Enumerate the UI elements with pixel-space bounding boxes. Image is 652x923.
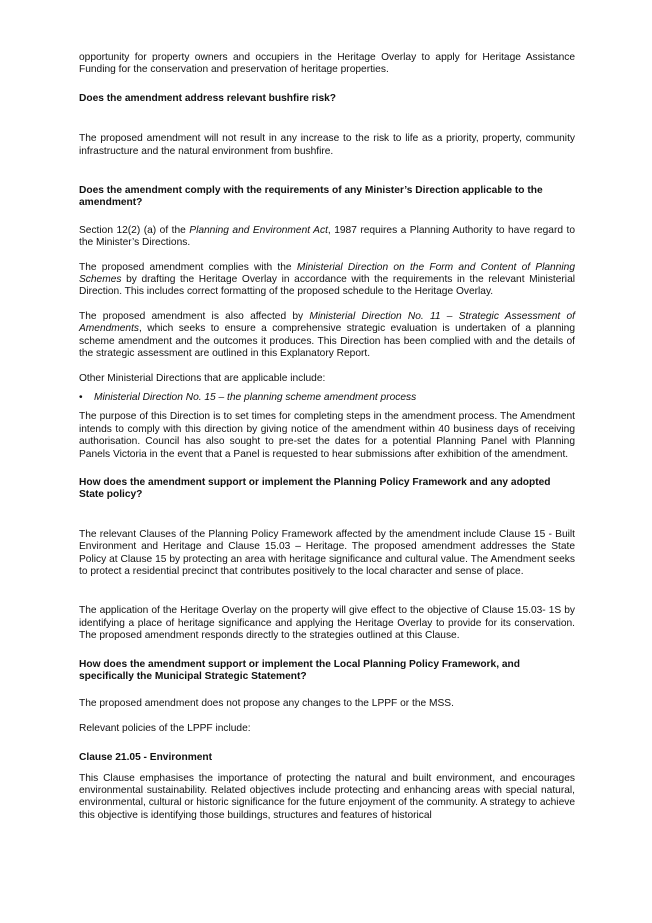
ministers-paragraph-1: Section 12(2) (a) of the Planning and Environment Act, 1987 requires a Planning Authority to have regard to the Minister’s Directions. xyxy=(79,224,576,249)
bushfire-paragraph: The proposed amendment will not result in any increase to the risk to life as a priority, property, community infrastructure and the natural environment from bushfire. xyxy=(79,133,575,157)
ppf-paragraph-2: The application of the Heritage Overlay on the property will give effect to the objective of Clause 15.03- 1S by identifying a place of heritage significance and applying the Heritage Overlay to provide for its conservation. The proposed amendment responds directly to the strategies outlined at this Clause. xyxy=(79,605,575,642)
ministers-direction-heading: Does the amendment comply with the requirements of any Minister’s Direction applicable to the amendment? xyxy=(79,185,543,209)
bushfire-heading: Does the amendment address relevant bushfire risk? xyxy=(79,92,337,104)
clause-21-05-paragraph: This Clause emphasises the importance of protecting the natural and built environment, and encourages environmental sustainability. Related objectives include protecting and enhancing areas with special natural, environmental, cultural or historic significance for the future enjoyment of the community. A strategy to achieve this objective is identifying those buildings, structures and features of historical xyxy=(79,772,575,821)
direction-15-title: Ministerial Direction No. 15 – the planning scheme amendment process xyxy=(94,391,417,403)
direction-11-title: Ministerial Direction No. 11 – Strategic Assessment of Amendments xyxy=(79,310,575,335)
ministers-paragraph-4: Other Ministerial Directions that are applicable include: xyxy=(79,372,326,384)
document-page xyxy=(79,52,575,822)
lppf-paragraph-1: The proposed amendment does not propose any changes to the LPPF or the MSS. xyxy=(79,698,454,710)
ppf-paragraph-1: The relevant Clauses of the Planning Policy Framework affected by the amendment include Clause 15 - Built Environment and Heritage and Clause 15.03 – Heritage. The proposed amendment addresses the State Policy at Clause 15 by protecting an area with heritage significance and cultural value. The Amendment seeks to protect a residential precinct that contributes positively to the local character and sense of place. xyxy=(79,528,575,577)
list-item xyxy=(79,392,575,404)
act-title: Planning and Environment Act xyxy=(189,224,328,236)
ministers-paragraph-5: The purpose of this Direction is to set times for completing steps in the amendment process. The Amendment intends to comply with this direction by giving notice of the amendment within 40 business days of receiving authorisation. Council has also sought to pre-set the dates for a potential Planning Panel with Planning Panels Victoria in the event that a Panel is requested to hear submissions after exhibition of the amendment. xyxy=(79,411,575,460)
bullet-icon: • xyxy=(79,391,83,403)
form-content-direction-title: Ministerial Direction on the Form and Content of Planning Schemes xyxy=(79,261,575,286)
ministers-paragraph-3: The proposed amendment is also affected by Ministerial Direction No. 11 – Strategic Assessment of Amendments, which seeks to ensure a comprehensive strategic evaluation is undertaken of a planning scheme amendment and the outcomes it produces. This Direction has been complied with and the details of the strategic assessment are outlined in this Explanatory Report. xyxy=(79,310,575,360)
intro-paragraph: opportunity for property owners and occupiers in the Heritage Overlay to apply for Heritage Assistance Funding for the conservation and preservation of heritage properties. xyxy=(79,52,575,76)
ppf-heading: How does the amendment support or implement the Planning Policy Framework and any adopted State policy? xyxy=(79,476,551,501)
lppf-heading: How does the amendment support or implement the Local Planning Policy Framework, and specifically the Municipal Strategic Statement? xyxy=(79,658,520,682)
ministers-paragraph-2: The proposed amendment complies with the Ministerial Direction on the Form and Content of Planning Schemes by drafting the Heritage Overlay in accordance with the requirements in the relevant Ministerial Direction. This includes correct formatting of the proposed schedule to the Heritage Overlay. xyxy=(79,261,575,298)
lppf-paragraph-2: Relevant policies of the LPPF include: xyxy=(79,722,251,734)
clause-21-05-heading: Clause 21.05 - Environment xyxy=(79,752,213,764)
